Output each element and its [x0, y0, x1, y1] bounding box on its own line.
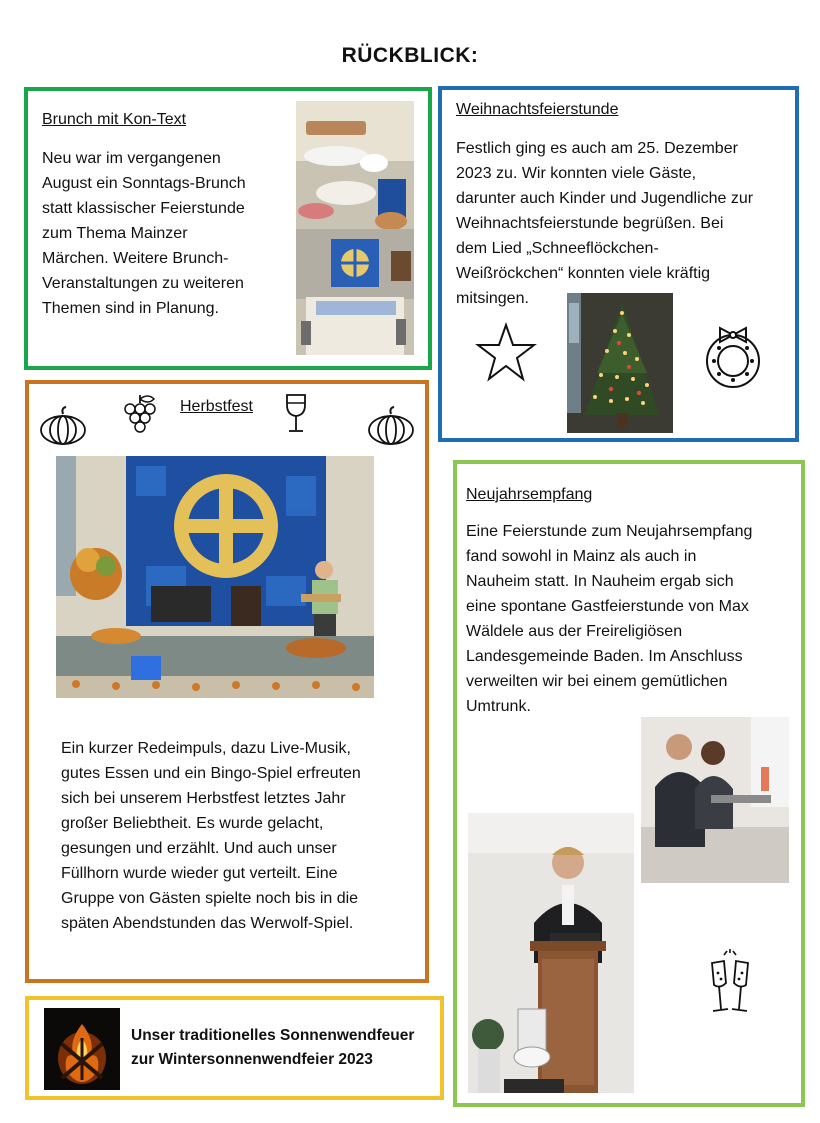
brunch-text: [42, 146, 287, 321]
brunch-line: Märchen. Weitere Brunch-: [42, 250, 229, 267]
neujahr-line: Landesgemeinde Baden. Im Anschluss: [466, 648, 743, 665]
bonfire-image: [44, 1008, 120, 1090]
herbstfest-photo: [56, 456, 374, 698]
neujahr-heading: Neujahrsempfang: [466, 486, 593, 503]
herbst-text: [61, 736, 406, 936]
grapes-icon: [122, 393, 158, 442]
weihnacht-line: Festlich ging es auch am 25. Dezember: [456, 140, 738, 157]
speaker-photo: [468, 813, 634, 1093]
weihnacht-line: darunter auch Kinder und Jugendliche zur: [456, 190, 754, 207]
neujahr-line: Eine Feierstunde zum Neujahrsempfang: [466, 523, 753, 540]
sonnenwende-line: Unser traditionelles Sonnenwendfeuer: [131, 1027, 415, 1044]
weihnacht-line: Weihnachtsfeierstunde begrüßen. Bei: [456, 215, 724, 232]
herbst-line: späten Abendstunden das Werwolf-Spiel.: [61, 915, 354, 932]
herbst-line: gutes Essen und ein Bingo-Spiel erfreuten: [61, 765, 361, 782]
neujahr-line: verweilten wir bei einem gemütlichen: [466, 673, 728, 690]
weihnacht-box: [438, 86, 799, 442]
wine-glass-icon: [284, 392, 308, 439]
brunch-line: zum Thema Mainzer: [42, 225, 188, 242]
neujahr-line: eine spontane Gastfeierstunde von Max: [466, 598, 749, 615]
brunch-line: Themen sind in Planung.: [42, 300, 219, 317]
star-icon: [475, 322, 537, 389]
audience-photo: [641, 717, 789, 883]
herbst-line: Ein kurzer Redeimpuls, dazu Live-Musik,: [61, 740, 351, 757]
neujahr-line: fand sowohl in Mainz als auch in: [466, 548, 697, 565]
bonfire-photo: [44, 1008, 120, 1090]
brunch-photo-image: [296, 101, 414, 355]
sonnenwende-box: [25, 996, 444, 1100]
herbst-line: großer Beliebtheit. Es wurde gelacht,: [61, 815, 324, 832]
brunch-photo: [296, 101, 414, 355]
brunch-line: Veranstaltungen zu weiteren: [42, 275, 244, 292]
wreath-icon: [702, 324, 764, 395]
herbst-line: Gruppe von Gästen spielte noch bis in die: [61, 890, 359, 907]
christmas-tree-photo: [567, 293, 673, 433]
page-title: RÜCKBLICK:: [341, 44, 479, 67]
brunch-box: [24, 87, 432, 370]
herbst-box: [25, 380, 429, 983]
herbstfest-image: [56, 456, 374, 698]
audience-image: [641, 717, 789, 883]
brunch-heading: Brunch mit Kon-Text: [42, 111, 187, 128]
neujahr-line: Wäldele aus der Freireligiösen: [466, 623, 683, 640]
brunch-line: August ein Sonntags-Brunch: [42, 175, 246, 192]
herbst-line: gesungen und erzählt. Und auch unser: [61, 840, 337, 857]
herbst-heading: Herbstfest: [180, 398, 253, 415]
weihnacht-line: mitsingen.: [456, 290, 529, 307]
neujahr-line: Nauheim statt. In Nauheim ergab sich: [466, 573, 734, 590]
neujahr-text: [466, 519, 796, 719]
weihnacht-line: dem Lied „Schneeflöckchen-: [456, 240, 659, 257]
herbst-line: Füllhorn wurde wieder gut verteilt. Eine: [61, 865, 338, 882]
champagne-glasses-icon: [704, 949, 756, 1026]
neujahr-box: [453, 460, 805, 1107]
sonnenwende-line: zur Wintersonnenwendfeier 2023: [131, 1051, 373, 1068]
pumpkin-icon: [367, 406, 415, 451]
weihnacht-text: [456, 136, 791, 311]
neujahr-line: Umtrunk.: [466, 698, 531, 715]
brunch-line: statt klassischer Feierstunde: [42, 200, 245, 217]
weihnacht-line: 2023 zu. Wir konnten viele Gäste,: [456, 165, 697, 182]
brunch-line: Neu war im vergangenen: [42, 150, 221, 167]
christmas-tree-image: [567, 293, 673, 433]
pumpkin-icon: [39, 406, 87, 451]
herbst-line: sich bei unserem Herbstfest letztes Jahr: [61, 790, 346, 807]
weihnacht-line: Weißröckchen“ konnten viele kräftig: [456, 265, 711, 282]
sonnenwende-text: [131, 1024, 414, 1072]
weihnacht-heading: Weihnachtsfeierstunde: [456, 101, 619, 118]
speaker-image: [468, 813, 634, 1093]
